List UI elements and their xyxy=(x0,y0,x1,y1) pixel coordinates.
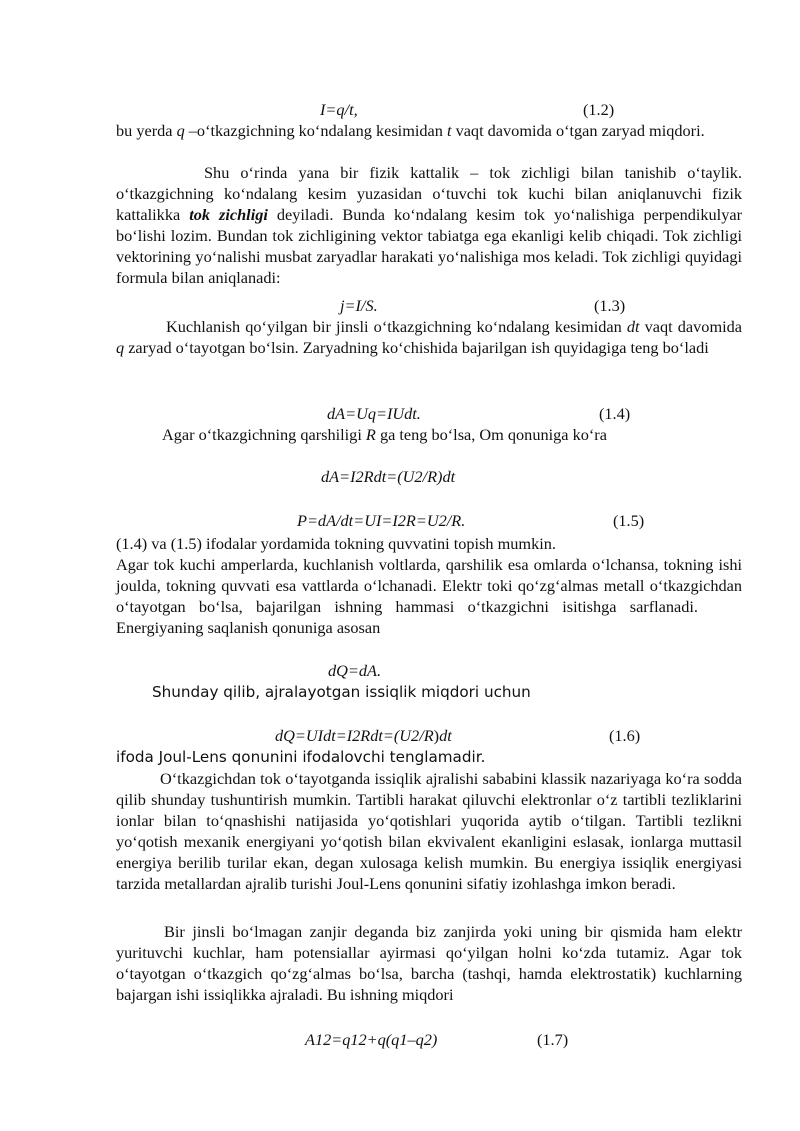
equation-1-3: j=I/S. xyxy=(340,296,378,315)
equation-1-4: dA=Uq=IUdt. xyxy=(327,404,421,423)
equation-1-6: dQ=UIdt=I2Rdt=(U2/R)dt xyxy=(275,726,452,745)
paragraph-resistance: Agar o‘tkazgichning qarshiligi R ga teng bo‘lsa, Om qonuniga ko‘ra xyxy=(162,425,607,444)
term-tok-zichligi: tok zichligi xyxy=(189,205,268,224)
equation-number-1-3: (1.3) xyxy=(594,296,626,315)
equation-heat-work: dQ=dA. xyxy=(328,661,382,680)
equation-number-1-6: (1.6) xyxy=(609,726,641,745)
paragraph-charge-definition: bu yerda q –o‘tkazgichning ko‘ndalang kesimidan t vaqt davomida o‘tgan zaryad miqdori. xyxy=(116,121,705,140)
paragraph-voltage-work: Kuchlanish qo‘yilgan bir jinsli o‘tkazgichning ko‘ndalang kesimidan dt vaqt davomida q zaryad o‘tayotgan bo‘lsin. Zaryadning ko‘chishida bajarilgan ish quyidagiga teng bo‘ladi xyxy=(116,317,742,357)
paragraph-heat-amount: Shunday qilib, ajralayotgan issiqlik miqdori uchun xyxy=(152,683,531,701)
equation-number-1-5: (1.5) xyxy=(613,511,645,530)
paragraph-joule-lenz: ifoda Joul-Lens qonunini ifodalovchi tenglamadir. xyxy=(116,748,486,766)
paragraph-current-density: Shu o‘rinda yana bir fizik kattalik – tok zichligi bilan tanishib o‘taylik. o‘tkazgichning ko‘ndalang kesim yuzasidan o‘tuvchi tok kuchi bilan aniqlanuvchi fizik kattalikka tok zichligi deyiladi. Bunda ko‘ndalang kesim tok yo‘nalishiga perpendikulyar bo‘lishi lozim. Bundan tok zichligining vektor tabiatga ega ekanligi kelib chiqadi. Tok zichligi vektorining yo‘nalishi musbat zaryadlar harakati yo‘nalishiga mos keladi. Tok zichligi quyidagi formula bilan aniqlanadi: xyxy=(116,163,742,287)
paragraph-classic-theory: O‘tkazgichdan tok o‘tayotganda issiqlik ajralishi sababini klassik nazariyaga ko‘ra sodda qilib shunday tushuntirish mumkin. Tartibli harakat qiluvchi elektronlar o‘z tartibli tezliklarini ionlar bilan to‘qnashishi natijasida yo‘qotishlari yuqorida aytib o‘tilgan. Tartibli tezlikni yo‘qotish mexanik energiyani yo‘qotish bilan ekvivalent ekanligini eslasak, ionlarga muttasil energiya berilib turilar ekan, degan xulosaga kelish mumkin. Bu energiya issiqlik energiyasi tarzida metallardan ajralib turishi Joul-Lens qonunini sifatiy izohlashga imkon beradi. xyxy=(116,769,742,893)
equation-number-1-2: (1.2) xyxy=(583,100,615,119)
paragraph-power: (1.4) va (1.5) ifodalar yordamida tokning quvvatini topish mumkin. xyxy=(116,534,556,553)
paragraph-nonuniform-chain: Bir jinsli bo‘lmagan zanjir deganda biz zanjirda yoki uning bir qismida ham elektr yurituvchi kuchlar, ham potensiallar ayirmasi qo‘yilgan holni ko‘zda tutamiz. Agar tok o‘tayotgan o‘tkazgich qo‘zg‘almas bo‘lsa, barcha (tashqi, hamda elektrostatik) kuchlarning bajargan ishi issiqlikka ajraladi. Bu ishning miqdori xyxy=(116,922,742,1004)
equation-1-2: I=q/t, xyxy=(320,100,358,119)
equation-1-5: P=dA/dt=UI=I2R=U2/R. xyxy=(297,511,466,530)
paragraph-units: Agar tok kuchi amperlarda, kuchlanish voltlarda, qarshilik esa omlarda o‘lchansa, tokning ishi joulda, tokning quvvati esa vattlarda o‘lchanadi. Elektr toki qo‘zg‘almas metall o‘tkazgichdan o‘tayotgan bo‘lsa, bajarilgan ishning hammasi o‘tkazgichni isitishga sarflanadi.Energiyaning saqlanish qonuniga asosan xyxy=(116,555,742,637)
equation-work-resistance: dA=I2Rdt=(U2/R)dt xyxy=(321,467,456,486)
equation-number-1-4: (1.4) xyxy=(599,404,631,423)
equation-number-1-7: (1.7) xyxy=(537,1030,569,1049)
equation-1-7: A12=q12+q(q1–q2) xyxy=(305,1030,438,1049)
